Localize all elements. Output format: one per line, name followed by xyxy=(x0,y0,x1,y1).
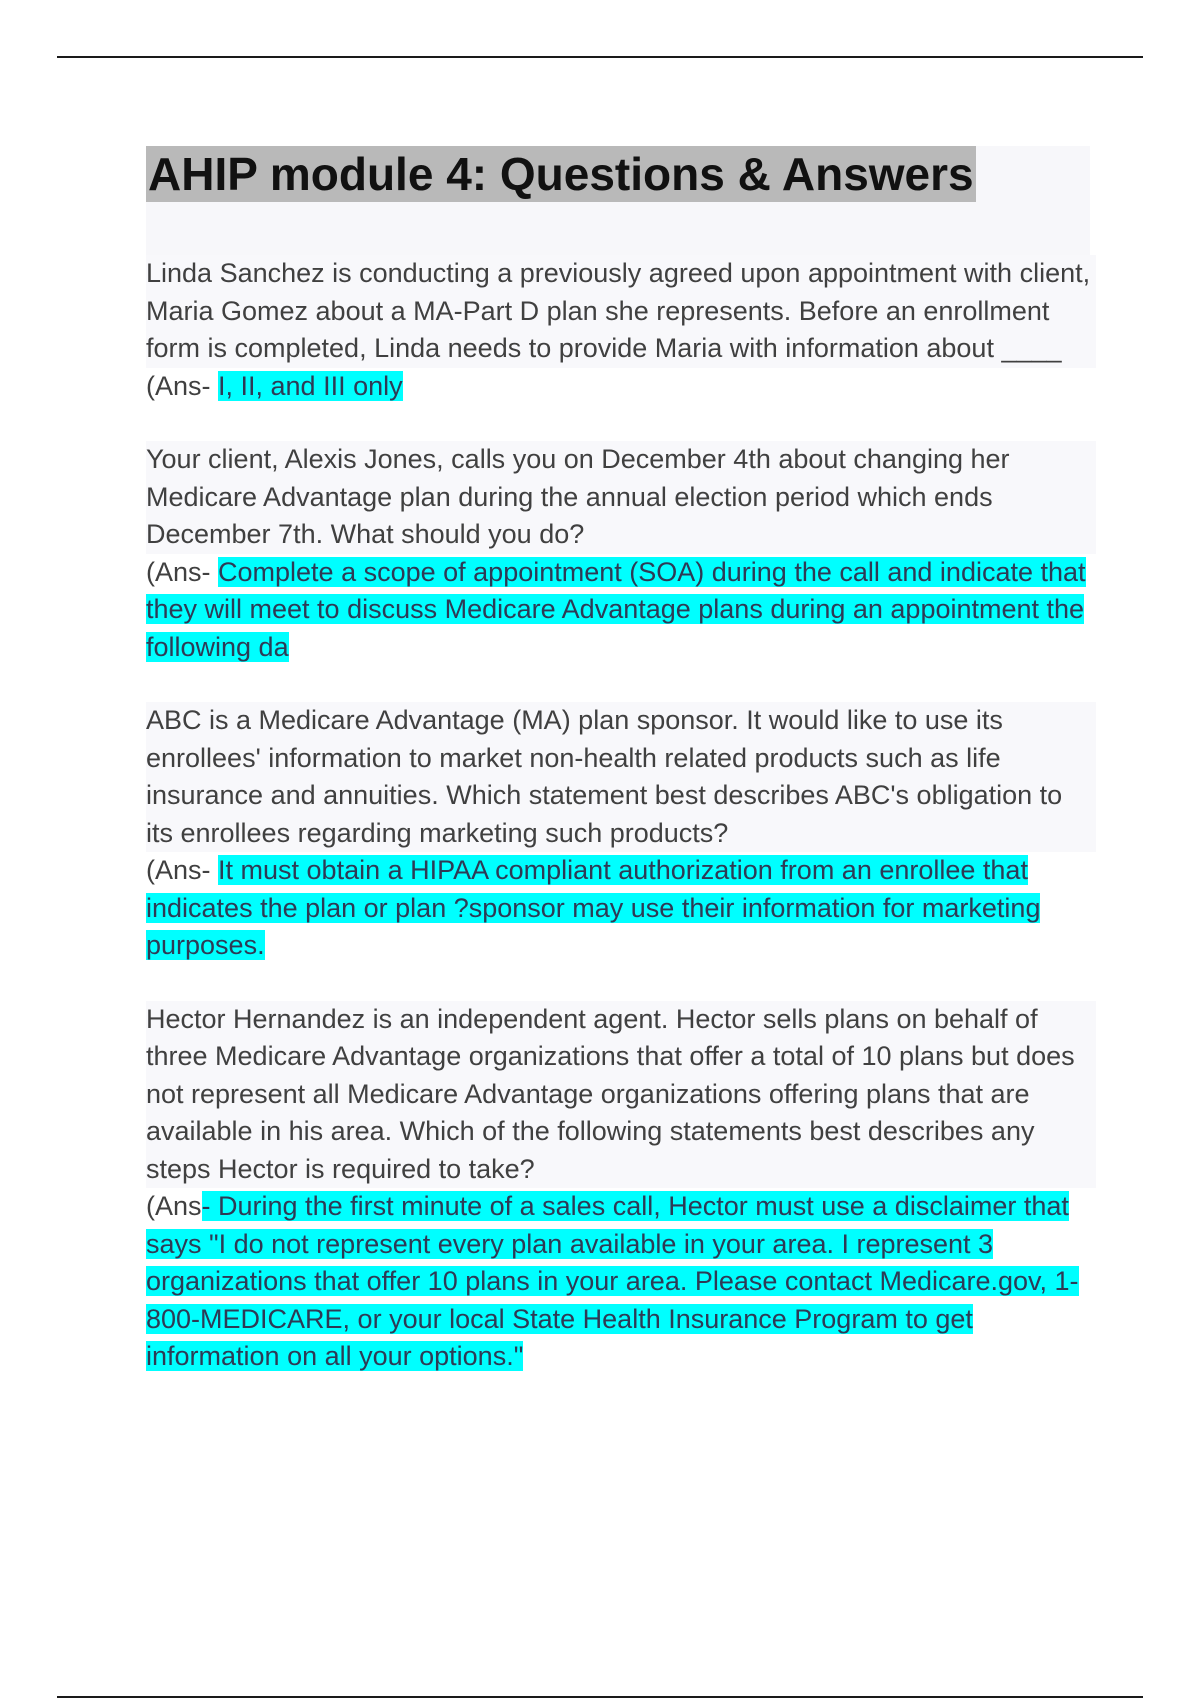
qa-item xyxy=(146,1001,1096,1376)
answer-text: I, II, and III only xyxy=(218,370,403,401)
answer-prefix: (Ans xyxy=(146,1191,202,1221)
answer-prefix: (Ans- xyxy=(146,855,219,885)
answer-line xyxy=(146,852,1096,965)
question-text: ABC is a Medicare Advantage (MA) plan sponsor. It would like to use its enrollees' information to market non-health related products such as life insurance and annuities. Which statement best describes ABC's obligation to its enrollees regarding marketing such products? xyxy=(146,702,1096,852)
answer-text: Complete a scope of appointment (SOA) during the call and indicate that they will meet to discuss Medicare Advantage plans during an appointment the following da xyxy=(146,556,1086,662)
question-text: Hector Hernandez is an independent agent. Hector sells plans on behalf of three Medicare Advantage organizations that offer a total of 10 plans but does not represent all Medicare Advantage organizations offering plans that are available in his area. Which of the following statements best describes any steps Hector is required to take? xyxy=(146,1001,1096,1189)
answer-line xyxy=(146,368,1096,406)
answer-prefix: (Ans- xyxy=(146,370,219,401)
qa-list xyxy=(146,255,1096,1412)
qa-item xyxy=(146,255,1096,405)
answer-text: It must obtain a HIPAA compliant authorization from an enrollee that indicates the plan or plan ?sponsor may use their information for marketing purposes. xyxy=(146,855,1041,960)
document-title: AHIP module 4: Questions & Answers xyxy=(148,148,974,200)
question-text: Your client, Alexis Jones, calls you on December 4th about changing her Medicare Advantage plan during the annual election period which ends December 7th. What should you do? xyxy=(146,441,1096,554)
answer-line xyxy=(146,1188,1096,1376)
top-rule xyxy=(57,56,1143,58)
answer-line xyxy=(146,554,1096,667)
qa-item xyxy=(146,702,1096,965)
answer-text: - During the first minute of a sales call, Hector must use a disclaimer that says "I do not represent every plan available in your area. I represent 3 organizations that offer 10 plans in your area. Please contact Medicare.gov, 1-800-MEDICARE, or your local State Health Insurance Program to get information on all your options." xyxy=(146,1191,1079,1371)
title-block xyxy=(146,146,1090,256)
question-text: Linda Sanchez is conducting a previously agreed upon appointment with client, Maria Gomez about a MA-Part D plan she represents. Before an enrollment form is completed, Linda needs to provide Maria with information about ____ xyxy=(146,255,1096,368)
qa-item xyxy=(146,441,1096,666)
bottom-rule xyxy=(57,1696,1143,1698)
answer-prefix: (Ans- xyxy=(146,556,219,587)
